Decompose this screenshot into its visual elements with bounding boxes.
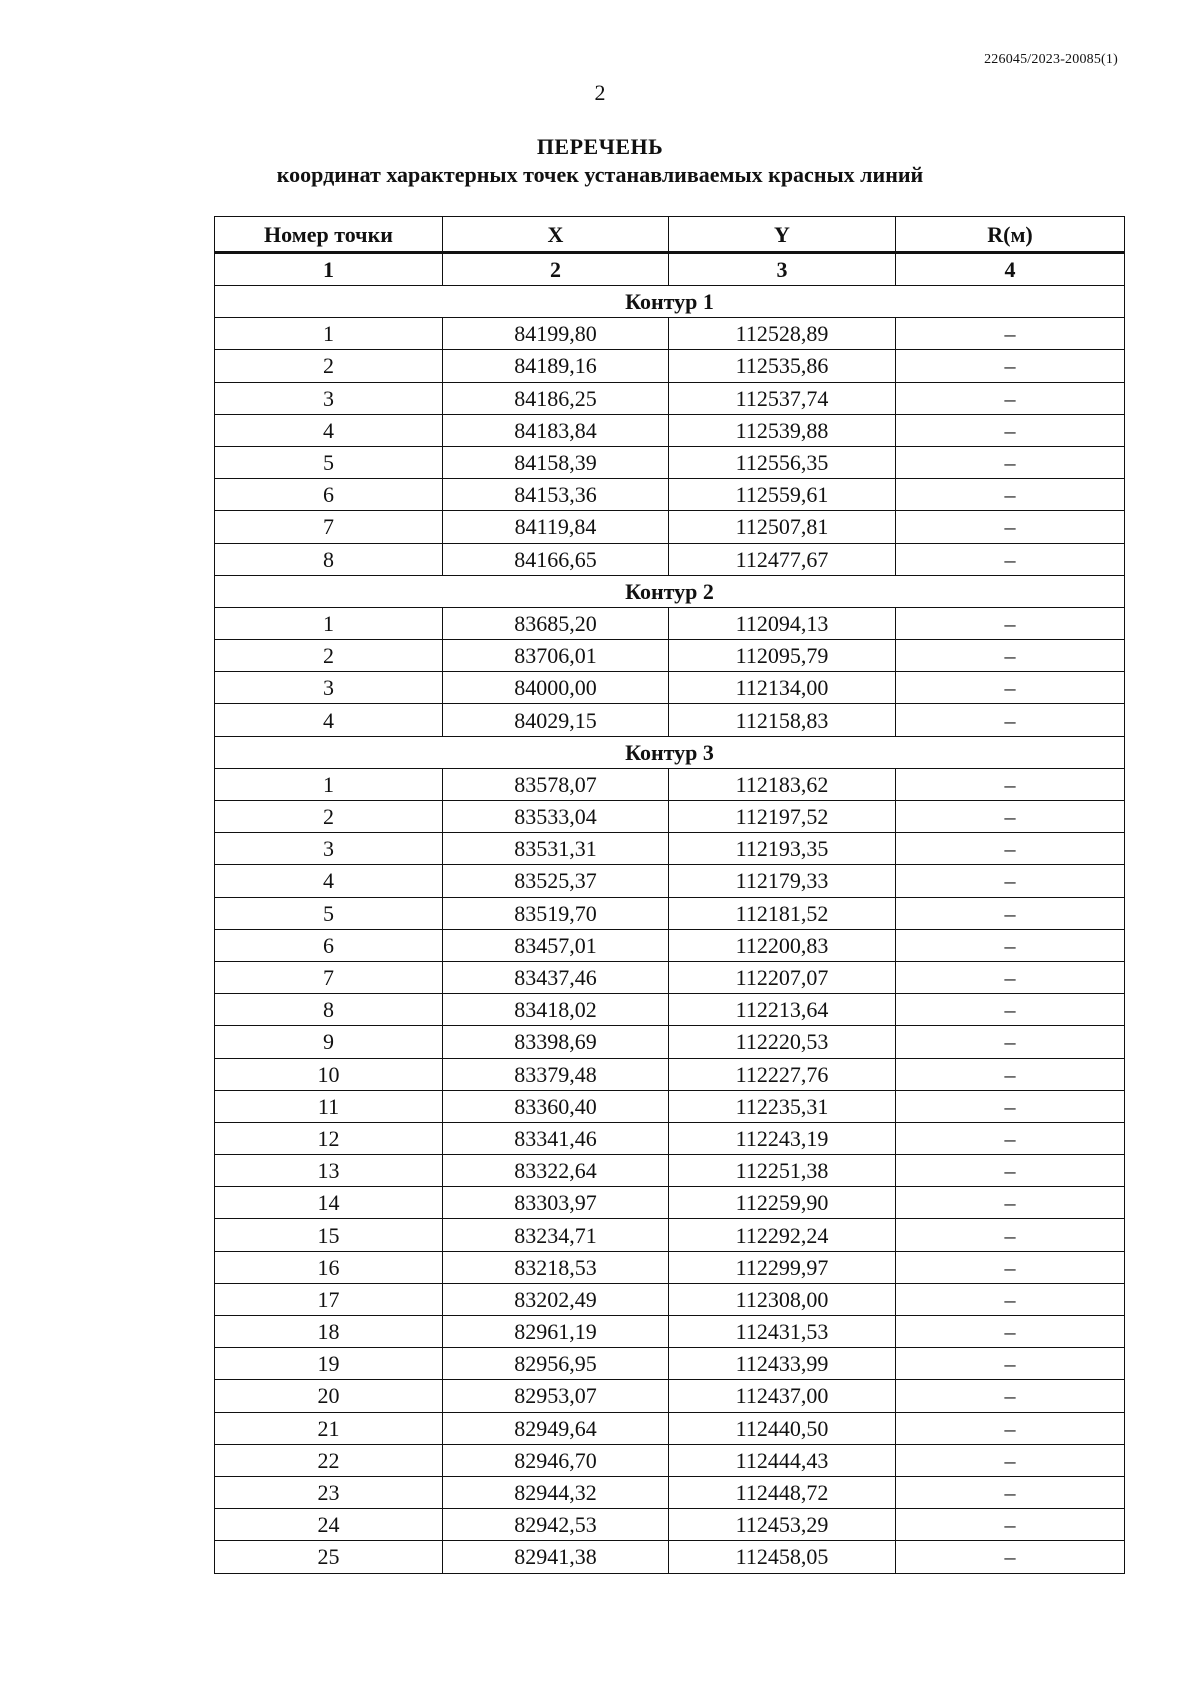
column-number-row	[215, 253, 1125, 286]
column-number: 2	[443, 253, 669, 286]
x-coordinate-cell: 83202,49	[443, 1283, 669, 1315]
radius-cell: –	[896, 414, 1125, 446]
y-coordinate-cell: 112179,33	[669, 865, 896, 897]
table-row	[215, 1348, 1125, 1380]
y-coordinate-cell: 112437,00	[669, 1380, 896, 1412]
y-coordinate-cell: 112183,62	[669, 768, 896, 800]
radius-cell: –	[896, 961, 1125, 993]
contour-header-row	[215, 736, 1125, 768]
point-number-cell: 3	[215, 833, 443, 865]
page-number: 2	[594, 80, 606, 105]
point-number-cell: 2	[215, 350, 443, 382]
radius-cell: –	[896, 704, 1125, 736]
point-number-cell: 11	[215, 1090, 443, 1122]
y-coordinate-cell: 112235,31	[669, 1090, 896, 1122]
y-coordinate-cell: 112227,76	[669, 1058, 896, 1090]
x-coordinate-cell: 83706,01	[443, 640, 669, 672]
table-row	[215, 1122, 1125, 1154]
x-coordinate-cell: 83525,37	[443, 865, 669, 897]
radius-cell: –	[896, 511, 1125, 543]
radius-cell: –	[896, 1187, 1125, 1219]
point-number-cell: 1	[215, 768, 443, 800]
point-number-cell: 20	[215, 1380, 443, 1412]
y-coordinate-cell: 112134,00	[669, 672, 896, 704]
radius-cell: –	[896, 1444, 1125, 1476]
x-coordinate-cell: 83533,04	[443, 801, 669, 833]
point-number-cell: 4	[215, 414, 443, 446]
table-row	[215, 994, 1125, 1026]
radius-cell: –	[896, 865, 1125, 897]
table-row	[215, 1476, 1125, 1508]
radius-cell: –	[896, 672, 1125, 704]
point-number-cell: 18	[215, 1316, 443, 1348]
table-row	[215, 1541, 1125, 1573]
radius-cell: –	[896, 801, 1125, 833]
point-number-cell: 22	[215, 1444, 443, 1476]
point-number-cell: 3	[215, 382, 443, 414]
radius-cell: –	[896, 1058, 1125, 1090]
x-coordinate-cell: 84000,00	[443, 672, 669, 704]
x-coordinate-cell: 83578,07	[443, 768, 669, 800]
table-row	[215, 543, 1125, 575]
radius-cell: –	[896, 1219, 1125, 1251]
radius-cell: –	[896, 1541, 1125, 1573]
radius-cell: –	[896, 1251, 1125, 1283]
radius-cell: –	[896, 1122, 1125, 1154]
radius-cell: –	[896, 929, 1125, 961]
y-coordinate-cell: 112243,19	[669, 1122, 896, 1154]
radius-cell: –	[896, 1090, 1125, 1122]
x-coordinate-cell: 83218,53	[443, 1251, 669, 1283]
radius-cell: –	[896, 1476, 1125, 1508]
x-coordinate-cell: 83531,31	[443, 833, 669, 865]
table-row	[215, 704, 1125, 736]
radius-cell: –	[896, 1412, 1125, 1444]
y-coordinate-cell: 112207,07	[669, 961, 896, 993]
table-row	[215, 1316, 1125, 1348]
point-number-cell: 9	[215, 1026, 443, 1058]
table-row	[215, 1090, 1125, 1122]
x-coordinate-cell: 84153,36	[443, 479, 669, 511]
x-coordinate-cell: 82946,70	[443, 1444, 669, 1476]
contour-title: Контур 2	[215, 575, 1125, 607]
radius-cell: –	[896, 1026, 1125, 1058]
y-coordinate-cell: 112094,13	[669, 607, 896, 639]
x-coordinate-cell: 83418,02	[443, 994, 669, 1026]
document-subtitle: координат характерных точек устанавливаемых красных линий	[276, 162, 924, 187]
point-number-cell: 6	[215, 479, 443, 511]
y-coordinate-cell: 112431,53	[669, 1316, 896, 1348]
contour-header-row	[215, 286, 1125, 318]
y-coordinate-cell: 112259,90	[669, 1187, 896, 1219]
y-coordinate-cell: 112299,97	[669, 1251, 896, 1283]
radius-cell: –	[896, 382, 1125, 414]
y-coordinate-cell: 112477,67	[669, 543, 896, 575]
table-row	[215, 479, 1125, 511]
x-coordinate-cell: 83303,97	[443, 1187, 669, 1219]
table-row	[215, 1155, 1125, 1187]
x-coordinate-cell: 83379,48	[443, 1058, 669, 1090]
x-coordinate-cell: 83360,40	[443, 1090, 669, 1122]
x-coordinate-cell: 82961,19	[443, 1316, 669, 1348]
table-row	[215, 1219, 1125, 1251]
radius-cell: –	[896, 1380, 1125, 1412]
radius-cell: –	[896, 994, 1125, 1026]
x-coordinate-cell: 84183,84	[443, 414, 669, 446]
table-row	[215, 865, 1125, 897]
point-number-cell: 1	[215, 318, 443, 350]
radius-cell: –	[896, 479, 1125, 511]
point-number-cell: 4	[215, 704, 443, 736]
column-header-y: Y	[669, 217, 896, 253]
x-coordinate-cell: 83322,64	[443, 1155, 669, 1187]
x-coordinate-cell: 84158,39	[443, 446, 669, 478]
point-number-cell: 8	[215, 543, 443, 575]
radius-cell: –	[896, 640, 1125, 672]
point-number-cell: 3	[215, 672, 443, 704]
contour-title: Контур 1	[215, 286, 1125, 318]
table-row	[215, 1444, 1125, 1476]
x-coordinate-cell: 84199,80	[443, 318, 669, 350]
radius-cell: –	[896, 1155, 1125, 1187]
point-number-cell: 25	[215, 1541, 443, 1573]
y-coordinate-cell: 112251,38	[669, 1155, 896, 1187]
radius-cell: –	[896, 1509, 1125, 1541]
y-coordinate-cell: 112433,99	[669, 1348, 896, 1380]
point-number-cell: 5	[215, 897, 443, 929]
document-id: 226045/2023-20085(1)	[984, 52, 1118, 67]
radius-cell: –	[896, 1316, 1125, 1348]
point-number-cell: 8	[215, 994, 443, 1026]
table-row	[215, 1026, 1125, 1058]
table-row	[215, 1380, 1125, 1412]
column-number: 4	[896, 253, 1125, 286]
point-number-cell: 15	[215, 1219, 443, 1251]
radius-cell: –	[896, 1348, 1125, 1380]
radius-cell: –	[896, 897, 1125, 929]
y-coordinate-cell: 112292,24	[669, 1219, 896, 1251]
x-coordinate-cell: 84029,15	[443, 704, 669, 736]
table-row	[215, 318, 1125, 350]
y-coordinate-cell: 112440,50	[669, 1412, 896, 1444]
table-row	[215, 607, 1125, 639]
x-coordinate-cell: 83519,70	[443, 897, 669, 929]
table-row	[215, 511, 1125, 543]
document-title: ПЕРЕЧЕНЬ	[536, 134, 664, 159]
y-coordinate-cell: 112453,29	[669, 1509, 896, 1541]
point-number-cell: 14	[215, 1187, 443, 1219]
column-header-point-number: Номер точки	[215, 217, 443, 253]
table-row	[215, 833, 1125, 865]
y-coordinate-cell: 112535,86	[669, 350, 896, 382]
x-coordinate-cell: 84166,65	[443, 543, 669, 575]
table-row	[215, 1283, 1125, 1315]
point-number-cell: 21	[215, 1412, 443, 1444]
table-row	[215, 446, 1125, 478]
point-number-cell: 5	[215, 446, 443, 478]
table-row	[215, 414, 1125, 446]
radius-cell: –	[896, 768, 1125, 800]
point-number-cell: 23	[215, 1476, 443, 1508]
column-number: 3	[669, 253, 896, 286]
table-row	[215, 1509, 1125, 1541]
x-coordinate-cell: 84119,84	[443, 511, 669, 543]
table-row	[215, 768, 1125, 800]
point-number-cell: 6	[215, 929, 443, 961]
y-coordinate-cell: 112528,89	[669, 318, 896, 350]
point-number-cell: 13	[215, 1155, 443, 1187]
x-coordinate-cell: 82949,64	[443, 1412, 669, 1444]
table-row	[215, 1412, 1125, 1444]
table-row	[215, 929, 1125, 961]
y-coordinate-cell: 112444,43	[669, 1444, 896, 1476]
x-coordinate-cell: 83457,01	[443, 929, 669, 961]
radius-cell: –	[896, 318, 1125, 350]
point-number-cell: 19	[215, 1348, 443, 1380]
y-coordinate-cell: 112220,53	[669, 1026, 896, 1058]
table-header-row	[215, 217, 1125, 253]
point-number-cell: 12	[215, 1122, 443, 1154]
y-coordinate-cell: 112158,83	[669, 704, 896, 736]
x-coordinate-cell: 83398,69	[443, 1026, 669, 1058]
y-coordinate-cell: 112539,88	[669, 414, 896, 446]
point-number-cell: 2	[215, 640, 443, 672]
coordinates-table	[214, 216, 1125, 1574]
radius-cell: –	[896, 1283, 1125, 1315]
contour-title: Контур 3	[215, 736, 1125, 768]
point-number-cell: 17	[215, 1283, 443, 1315]
radius-cell: –	[896, 833, 1125, 865]
y-coordinate-cell: 112458,05	[669, 1541, 896, 1573]
y-coordinate-cell: 112193,35	[669, 833, 896, 865]
table-row	[215, 382, 1125, 414]
x-coordinate-cell: 82956,95	[443, 1348, 669, 1380]
column-number: 1	[215, 253, 443, 286]
y-coordinate-cell: 112556,35	[669, 446, 896, 478]
table-row	[215, 672, 1125, 704]
y-coordinate-cell: 112200,83	[669, 929, 896, 961]
y-coordinate-cell: 112308,00	[669, 1283, 896, 1315]
point-number-cell: 7	[215, 511, 443, 543]
x-coordinate-cell: 82941,38	[443, 1541, 669, 1573]
radius-cell: –	[896, 446, 1125, 478]
y-coordinate-cell: 112448,72	[669, 1476, 896, 1508]
table-row	[215, 961, 1125, 993]
x-coordinate-cell: 84186,25	[443, 382, 669, 414]
point-number-cell: 7	[215, 961, 443, 993]
point-number-cell: 24	[215, 1509, 443, 1541]
y-coordinate-cell: 112095,79	[669, 640, 896, 672]
y-coordinate-cell: 112197,52	[669, 801, 896, 833]
x-coordinate-cell: 83234,71	[443, 1219, 669, 1251]
table-body	[215, 286, 1125, 1574]
x-coordinate-cell: 82944,32	[443, 1476, 669, 1508]
x-coordinate-cell: 83341,46	[443, 1122, 669, 1154]
table-row	[215, 1187, 1125, 1219]
table-row	[215, 897, 1125, 929]
table-row	[215, 640, 1125, 672]
x-coordinate-cell: 83685,20	[443, 607, 669, 639]
y-coordinate-cell: 112537,74	[669, 382, 896, 414]
table-row	[215, 1058, 1125, 1090]
x-coordinate-cell: 82942,53	[443, 1509, 669, 1541]
y-coordinate-cell: 112181,52	[669, 897, 896, 929]
x-coordinate-cell: 84189,16	[443, 350, 669, 382]
point-number-cell: 16	[215, 1251, 443, 1283]
radius-cell: –	[896, 543, 1125, 575]
y-coordinate-cell: 112559,61	[669, 479, 896, 511]
x-coordinate-cell: 82953,07	[443, 1380, 669, 1412]
table-row	[215, 801, 1125, 833]
radius-cell: –	[896, 607, 1125, 639]
y-coordinate-cell: 112507,81	[669, 511, 896, 543]
column-header-x: X	[443, 217, 669, 253]
point-number-cell: 4	[215, 865, 443, 897]
point-number-cell: 2	[215, 801, 443, 833]
point-number-cell: 1	[215, 607, 443, 639]
table-row	[215, 350, 1125, 382]
y-coordinate-cell: 112213,64	[669, 994, 896, 1026]
point-number-cell: 10	[215, 1058, 443, 1090]
column-header-radius: R(м)	[896, 217, 1125, 253]
contour-header-row	[215, 575, 1125, 607]
radius-cell: –	[896, 350, 1125, 382]
x-coordinate-cell: 83437,46	[443, 961, 669, 993]
table-row	[215, 1251, 1125, 1283]
